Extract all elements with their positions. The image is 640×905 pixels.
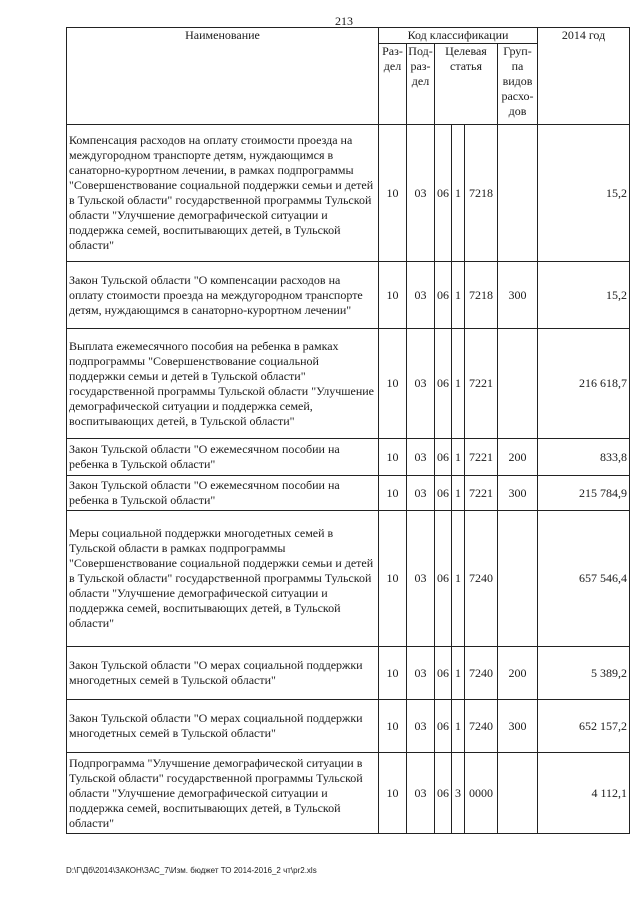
row-target-part2: 1 — [452, 329, 465, 439]
row-target-part3: 7221 — [465, 476, 498, 511]
row-name: Закон Тульской области "О мерах социальной поддержки многодетных семей в Тульской области" — [67, 700, 379, 753]
row-amount: 5 389,2 — [538, 647, 630, 700]
row-section: 10 — [379, 753, 407, 834]
file-path-footer: D:\Г\Дб\2014\ЗАКОН\ЗАС_7\Изм. бюджет ТО 2014-2016_2 чт\pr2.xls — [66, 866, 317, 875]
row-subsection: 03 — [407, 476, 435, 511]
row-target-part3: 0000 — [465, 753, 498, 834]
row-target-part1: 06 — [435, 262, 452, 329]
row-amount: 657 546,4 — [538, 511, 630, 647]
header-section: Раз-дел — [379, 44, 407, 125]
table-row — [67, 511, 630, 647]
row-amount: 216 618,7 — [538, 329, 630, 439]
table-row — [67, 125, 630, 262]
row-expense-group: 300 — [498, 262, 538, 329]
table-body — [67, 125, 630, 834]
row-target-part2: 3 — [452, 753, 465, 834]
row-subsection: 03 — [407, 262, 435, 329]
header-target: Целевая статья — [435, 44, 498, 125]
row-target-part1: 06 — [435, 700, 452, 753]
row-expense-group — [498, 753, 538, 834]
row-expense-group: 300 — [498, 700, 538, 753]
row-expense-group: 300 — [498, 476, 538, 511]
row-amount: 652 157,2 — [538, 700, 630, 753]
row-target-part3: 7240 — [465, 647, 498, 700]
row-target-part1: 06 — [435, 476, 452, 511]
row-name: Закон Тульской области "О ежемесячном пособии на ребенка в Тульской области" — [67, 476, 379, 511]
row-target-part1: 06 — [435, 125, 452, 262]
table-row — [67, 476, 630, 511]
row-target-part3: 7221 — [465, 439, 498, 476]
table-row — [67, 753, 630, 834]
row-section: 10 — [379, 125, 407, 262]
row-expense-group — [498, 125, 538, 262]
row-name: Подпрограмма "Улучшение демографической ситуации в Тульской области" государственной программы Тульской области "Улучшение демографической ситуации и поддержка семей, воспитывающих детей, в Тульской области" — [67, 753, 379, 834]
row-name: Выплата ежемесячного пособия на ребенка в рамках подпрограммы "Совершенствование социальной поддержки семьи и детей в Тульской области" государственной программы Тульской области "Улучшение демографической ситуации и поддержка семей, воспитывающих детей, в Тульской области" — [67, 329, 379, 439]
row-target-part2: 1 — [452, 262, 465, 329]
row-target-part1: 06 — [435, 329, 452, 439]
row-subsection: 03 — [407, 439, 435, 476]
row-name: Меры социальной поддержки многодетных семей в Тульской области в рамках подпрограммы "Совершенствование социальной поддержки семьи и детей в Тульской области" государственной программы Тульской области "Улучшение демографической ситуации и поддержка семей, воспитывающих детей, в Тульской области" — [67, 511, 379, 647]
row-subsection: 03 — [407, 511, 435, 647]
row-target-part3: 7218 — [465, 125, 498, 262]
row-amount: 4 112,1 — [538, 753, 630, 834]
row-target-part1: 06 — [435, 647, 452, 700]
row-target-part3: 7221 — [465, 329, 498, 439]
row-expense-group — [498, 511, 538, 647]
row-amount: 15,2 — [538, 262, 630, 329]
row-expense-group: 200 — [498, 647, 538, 700]
row-section: 10 — [379, 700, 407, 753]
row-amount: 215 784,9 — [538, 476, 630, 511]
row-amount: 15,2 — [538, 125, 630, 262]
row-expense-group — [498, 329, 538, 439]
row-subsection: 03 — [407, 329, 435, 439]
row-expense-group: 200 — [498, 439, 538, 476]
table-row — [67, 647, 630, 700]
row-subsection: 03 — [407, 700, 435, 753]
row-target-part2: 1 — [452, 700, 465, 753]
row-target-part3: 7240 — [465, 700, 498, 753]
row-name: Закон Тульской области "О мерах социальной поддержки многодетных семей в Тульской области" — [67, 647, 379, 700]
row-section: 10 — [379, 647, 407, 700]
row-target-part1: 06 — [435, 753, 452, 834]
table-row — [67, 329, 630, 439]
table-header — [67, 28, 630, 125]
row-target-part3: 7218 — [465, 262, 498, 329]
row-target-part2: 1 — [452, 439, 465, 476]
table-row — [67, 700, 630, 753]
row-section: 10 — [379, 476, 407, 511]
row-target-part2: 1 — [452, 125, 465, 262]
budget-table — [66, 27, 630, 834]
header-year: 2014 год — [538, 28, 630, 125]
page-number: 213 — [335, 14, 353, 28]
row-target-part3: 7240 — [465, 511, 498, 647]
header-code: Код классификации — [379, 28, 538, 44]
table-row — [67, 262, 630, 329]
row-target-part2: 1 — [452, 476, 465, 511]
row-section: 10 — [379, 439, 407, 476]
row-name: Компенсация расходов на оплату стоимости проезда на междугородном транспорте детям, нуждающимся в санаторно-курортном лечении, в рамках подпрограммы "Совершенствование социальной поддержки семьи и детей в Тульской области" государственной программы Тульской области "Улучшение демографической ситуации и поддержка семей, воспитывающих детей, в Тульской области" — [67, 125, 379, 262]
row-subsection: 03 — [407, 753, 435, 834]
header-subsection: Под-раз-дел — [407, 44, 435, 125]
row-amount: 833,8 — [538, 439, 630, 476]
table-row — [67, 439, 630, 476]
row-target-part1: 06 — [435, 439, 452, 476]
header-name: Наименование — [67, 28, 379, 125]
row-target-part2: 1 — [452, 647, 465, 700]
row-target-part2: 1 — [452, 511, 465, 647]
header-group: Груп-па видов расхо-дов — [498, 44, 538, 125]
row-section: 10 — [379, 329, 407, 439]
row-name: Закон Тульской области "О ежемесячном пособии на ребенка в Тульской области" — [67, 439, 379, 476]
row-section: 10 — [379, 262, 407, 329]
row-target-part1: 06 — [435, 511, 452, 647]
row-name: Закон Тульской области "О компенсации расходов на оплату стоимости проезда на междугородном транспорте детям, нуждающимся в санаторно-курортном лечении" — [67, 262, 379, 329]
row-subsection: 03 — [407, 125, 435, 262]
row-section: 10 — [379, 511, 407, 647]
row-subsection: 03 — [407, 647, 435, 700]
